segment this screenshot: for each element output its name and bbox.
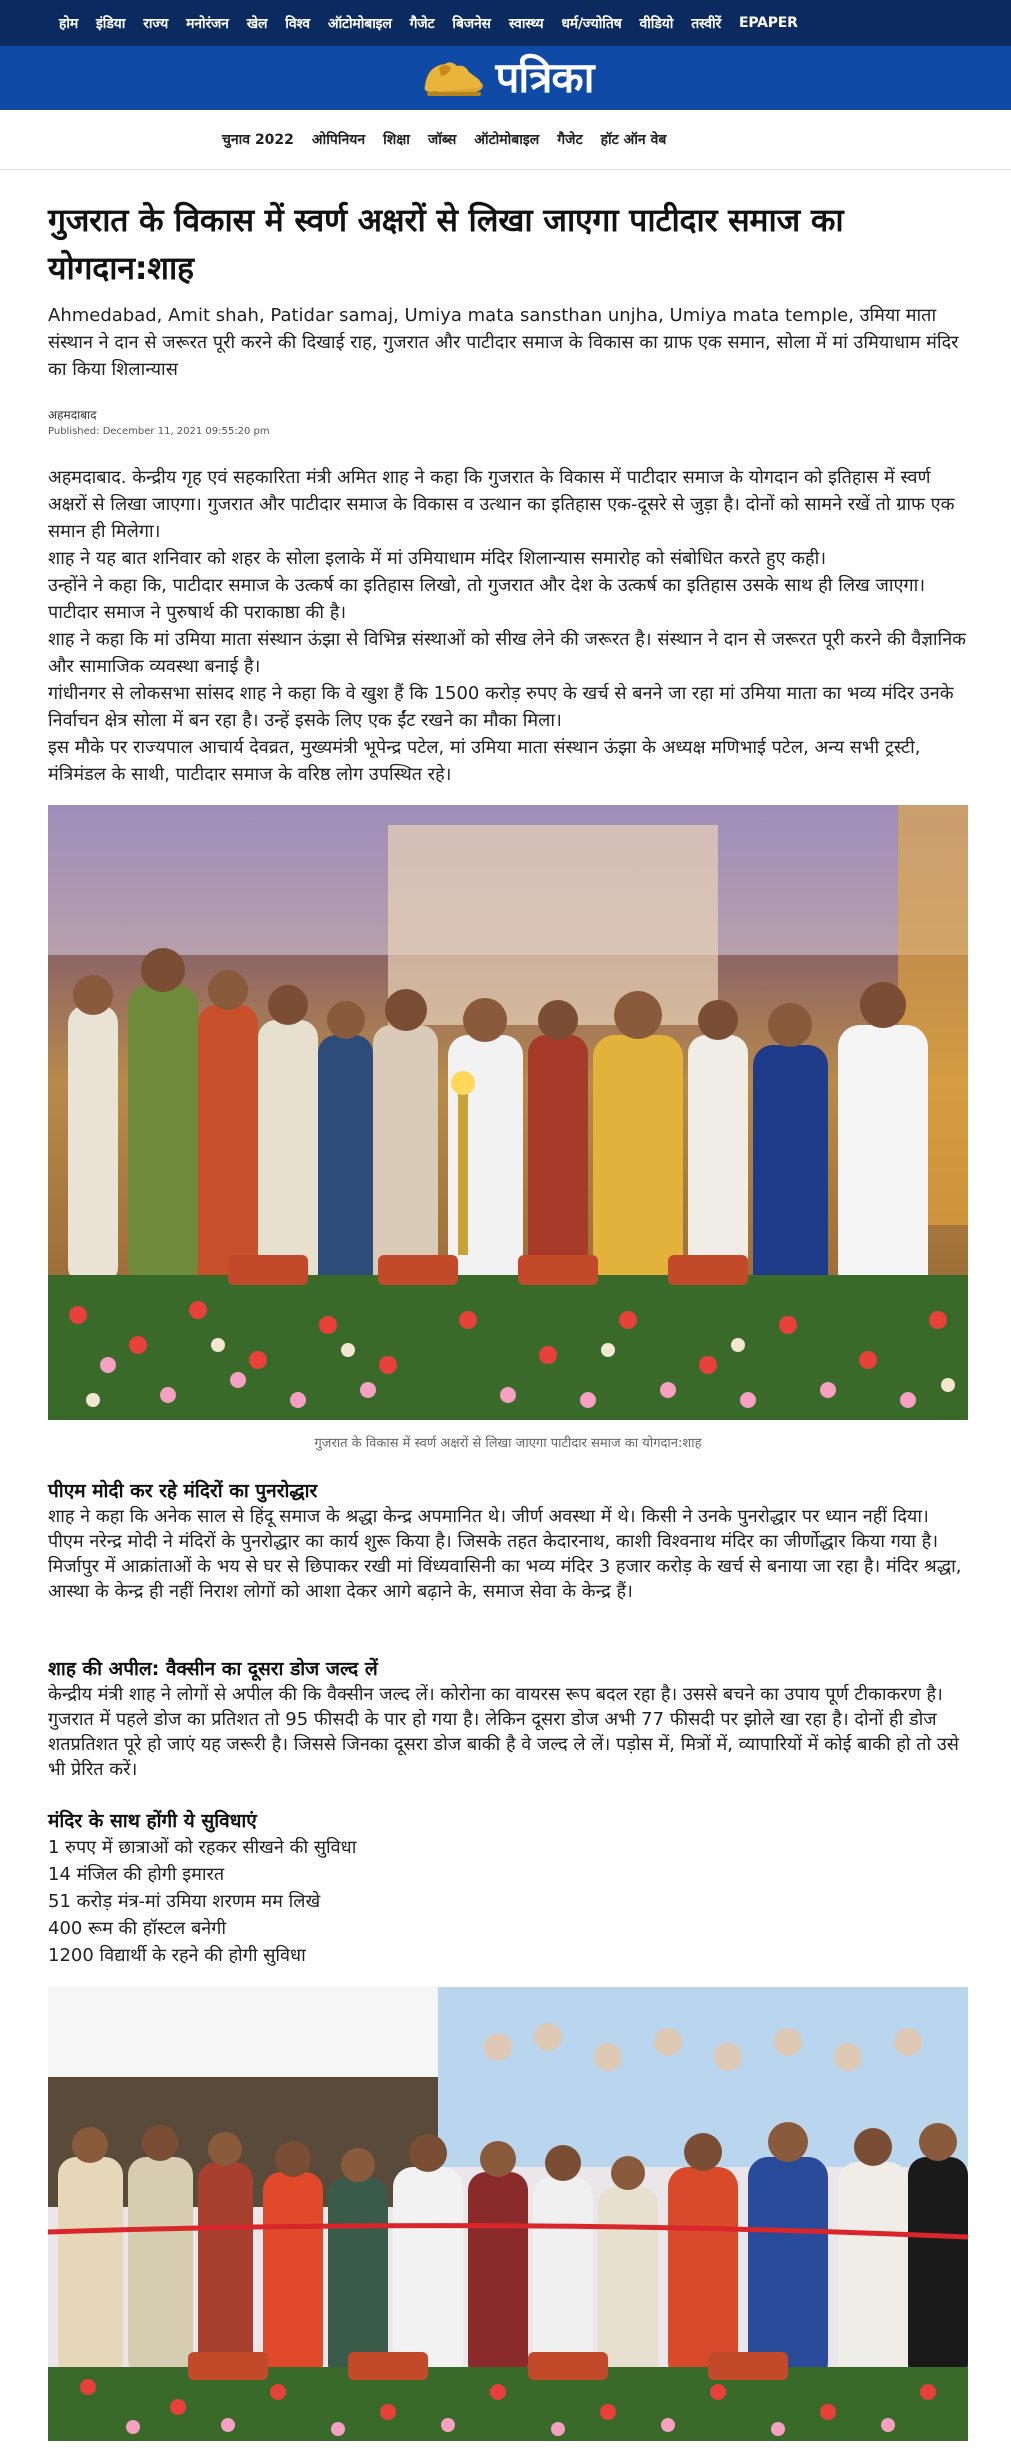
subnav-gadget[interactable]: गैजेट bbox=[557, 132, 583, 148]
lion-emblem-icon bbox=[417, 56, 487, 100]
nav-world[interactable]: विश्व bbox=[285, 15, 310, 32]
section-heading: मंदिर के साथ होंगी ये सुविधाएं bbox=[48, 1810, 257, 1832]
nav-state[interactable]: राज्य bbox=[143, 15, 169, 32]
nav-india[interactable]: इंडिया bbox=[96, 15, 126, 32]
list-item: 51 करोड़ मंत्र-मां उमिया शरणम मम लिखे bbox=[48, 1891, 321, 1912]
section-facilities bbox=[48, 1808, 968, 1969]
nav-video[interactable]: वीडियो bbox=[639, 15, 674, 32]
nav-epaper[interactable]: EPAPER bbox=[738, 15, 798, 31]
brand-header bbox=[0, 46, 1011, 110]
section-heading: पीएम मोदी कर रहे मंदिरों का पुनरोद्धार bbox=[48, 1480, 318, 1502]
paragraph: शाह ने यह बात शनिवार को शहर के सोला इलाके में मां उमियाधाम मंदिर शिलान्यास समारोह को संबोधित करते हुए कही। bbox=[48, 548, 827, 569]
photo-caption: गुजरात के विकास में स्वर्ण अक्षरों से लिखा जाएगा पाटीदार समाज का योगदान:शाह bbox=[314, 1436, 702, 1451]
paragraph: अहमदाबाद. केन्द्रीय गृह एवं सहकारिता मंत्री अमित शाह ने कहा कि गुजरात के विकास में पाटीदार समाज के योगदान को इतिहास में स्वर्ण अक्षरों से लिखा जाएगा। गुजरात और पाटीदार समाज के विकास व उत्थान का इतिहास एक-दूसरे से जुड़ा है। दोनों को सामने रखें तो ग्राफ एक समान ही मिलेगा। bbox=[48, 467, 955, 542]
site-logo[interactable] bbox=[417, 53, 594, 102]
subnav-election[interactable]: चुनाव 2022 bbox=[222, 132, 294, 148]
nav-gadget[interactable]: गैजेट bbox=[409, 15, 435, 32]
section-text: शाह ने कहा कि अनेक साल से हिंदू समाज के श्रद्धा केन्द्र अपमानित थे। जीर्ण अवस्था में थे। किसी ने उनके पुनरोद्धार पर ध्यान नहीं दिया। पीएम नरेन्द्र मोदी ने मंदिरों के पुनरोद्धार का कार्य शुरू किया है। जिसके तहत केदारनाथ, काशी विश्वनाथ मंदिर का जीर्णोद्धार किया गया है। मिर्जापुर में आक्रांताओं के भय से घर से छिपाकर रखी मां विंध्यवासिनी का भव्य मंदिर 3 हजार करोड़ के खर्च से बनाया जा रहा है। मंदिर श्रद्धा, आस्था के केन्द्र ही नहीं निराश लोगों को आशा देकर आगे बढ़ाने के, समाज सेवा के केन्द्र हैं। bbox=[48, 1506, 962, 1602]
subnav-jobs[interactable]: जॉब्स bbox=[427, 132, 457, 148]
section-temple-renovation bbox=[48, 1478, 968, 1604]
list-item: 400 रूम की हॉस्टल बनेगी bbox=[48, 1918, 227, 1939]
section-vaccine-appeal bbox=[48, 1656, 968, 1782]
top-navigation bbox=[0, 0, 1011, 46]
facilities-list bbox=[48, 1834, 968, 1969]
article-body bbox=[48, 464, 968, 788]
nav-entertainment[interactable]: मनोरंजन bbox=[186, 15, 229, 32]
nav-home[interactable]: होम bbox=[59, 15, 79, 32]
article-location: अहमदाबाद bbox=[48, 408, 97, 422]
nav-business[interactable]: बिजनेस bbox=[452, 15, 491, 32]
list-item: 1200 विद्यार्थी के रहने की होगी सुविधा bbox=[48, 1945, 306, 1966]
nav-automobile[interactable]: ऑटोमोबाइल bbox=[327, 15, 392, 32]
nav-sports[interactable]: खेल bbox=[246, 15, 268, 32]
site-name: पत्रिका bbox=[495, 53, 594, 102]
section-heading: शाह की अपील: वैक्सीन का दूसरा डोज जल्द लें bbox=[48, 1658, 378, 1680]
sub-navigation bbox=[0, 110, 1011, 170]
article-photo-lamp-lighting bbox=[48, 805, 968, 1420]
nav-photos[interactable]: तस्वीरें bbox=[691, 15, 721, 32]
subnav-opinion[interactable]: ओपिनियन bbox=[311, 132, 366, 148]
paragraph: गांधीनगर से लोकसभा सांसद शाह ने कहा कि वे खुश हैं कि 1500 करोड़ रुपए के खर्च से बनने जा रहा मां उमिया माता का भव्य मंदिर उनके निर्वाचन क्षेत्र सोला में बन रहा है। उन्हें इसके लिए एक ईंट रखने का मौका मिला। bbox=[48, 683, 954, 731]
published-date: Published: December 11, 2021 09:55:20 pm bbox=[48, 426, 270, 437]
subnav-automobile[interactable]: ऑटोमोबाइल bbox=[474, 132, 540, 148]
list-item: 1 रुपए में छात्राओं को रहकर सीखने की सुविधा bbox=[48, 1837, 357, 1858]
subnav-education[interactable]: शिक्षा bbox=[383, 132, 410, 148]
paragraph: इस मौके पर राज्यपाल आचार्य देवव्रत, मुख्यमंत्री भूपेन्द्र पटेल, मां उमिया माता संस्थान ऊंझा के अध्यक्ष मणिभाई पटेल, अन्य सभी ट्रस्टी, मंत्रिमंडल के साथी, पाटीदार समाज के वरिष्ठ लोग उपस्थित रहे। bbox=[48, 737, 921, 785]
paragraph: शाह ने कहा कि मां उमिया माता संस्थान ऊंझा से विभिन्न संस्थाओं को सीख लेने की जरूरत है। संस्थान ने दान से जरूरत पूरी करने की वैज्ञानिक और सामाजिक व्यवस्था बनाई है। bbox=[48, 629, 967, 677]
section-text: केन्द्रीय मंत्री शाह ने लोगों से अपील की कि वैक्सीन जल्द लें। कोरोना का वायरस रूप बदल रहा है। उससे बचने का उपाय पूर्ण टीकाकरण है। गुजरात में पहले डोज का प्रतिशत तो 95 फीसदी के पार हो गया है। लेकिन दूसरा डोज अभी 77 फीसदी पर झोले खा रहा है। दोनों ही डोज शतप्रतिशत पूरे हो जाएं यह जरूरी है। जिससे जिनका दूसरा डोज बाकी है वे जल्द ले लें। पड़ोस में, मित्रों में, व्यापारियों में कोई बाकी हो तो उसे भी प्रेरित करें। bbox=[48, 1684, 959, 1780]
nav-health[interactable]: स्वास्थ्य bbox=[508, 15, 544, 32]
subnav-hot-on-web[interactable]: हॉट ऑन वेब bbox=[600, 132, 667, 148]
nav-religion[interactable]: धर्म/ज्योतिष bbox=[561, 15, 622, 32]
article-photo-ribbon-cutting bbox=[48, 1987, 968, 2441]
paragraph: उन्होंने ने कहा कि, पाटीदार समाज के उत्कर्ष का इतिहास लिखो, तो गुजरात और देश के उत्कर्ष का इतिहास उसके साथ ही लिख जाएगा। पाटीदार समाज ने पुरुषार्थ की पराकाष्ठा की है। bbox=[48, 575, 926, 623]
article-title: गुजरात के विकास में स्वर्ण अक्षरों से लिखा जाएगा पाटीदार समाज का योगदान:शाह bbox=[48, 201, 844, 287]
article-summary: Ahmedabad, Amit shah, Patidar samaj, Umiya mata sansthan unjha, Umiya mata temple, उमिया माता संस्थान ने दान से जरूरत पूरी करने की दिखाई राह, गुजरात और पाटीदार समाज के विकास का ग्राफ एक समान, सोला में मां उमियाधाम मंदिर का किया शिलान्यास bbox=[48, 305, 959, 380]
list-item: 14 मंजिल की होगी इमारत bbox=[48, 1864, 225, 1885]
